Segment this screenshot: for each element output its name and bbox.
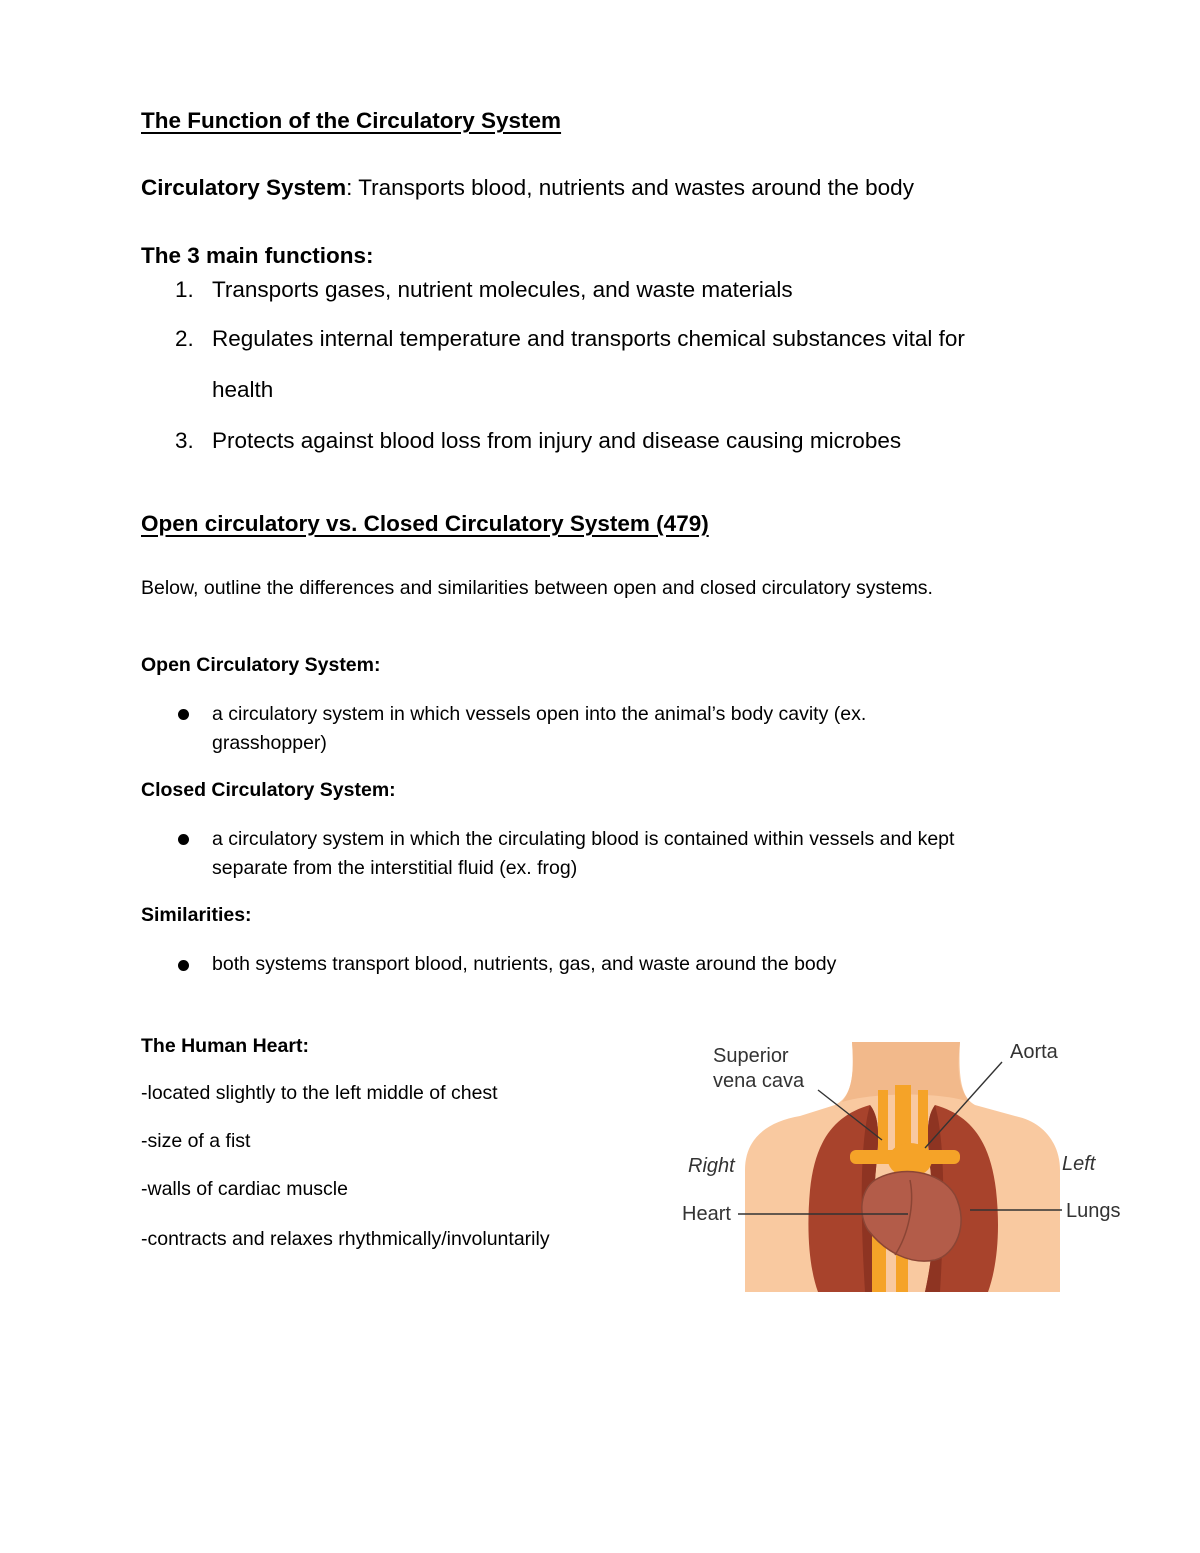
heart-fact: -walls of cardiac muscle [141, 1178, 348, 1200]
label-lungs: Lungs [1066, 1200, 1121, 1222]
open-definition-continued: grasshopper) [212, 732, 327, 754]
bullet-icon [178, 960, 189, 971]
closed-definition: a circulatory system in which the circulating blood is contained within vessels and kept [212, 828, 955, 850]
label-heart: Heart [682, 1203, 731, 1225]
definition-text: : Transports blood, nutrients and wastes around the body [346, 175, 914, 200]
bullet-icon [178, 834, 189, 845]
item-text-continued: health [212, 377, 274, 402]
closed-heading: Closed Circulatory System: [141, 779, 396, 801]
page-title: The Function of the Circulatory System [141, 108, 562, 133]
item-text: Transports gases, nutrient molecules, and waste materials [212, 277, 793, 302]
label-aorta: Aorta [1010, 1041, 1058, 1063]
open-definition: a circulatory system in which vessels open into the animal’s body cavity (ex. [212, 703, 867, 725]
item-number: 3. [175, 428, 194, 453]
vessel [878, 1090, 888, 1150]
item-text: Regulates internal temperature and transports chemical substances vital for [212, 326, 965, 351]
vessel [918, 1090, 928, 1150]
similarities-heading: Similarities: [141, 904, 252, 926]
instruction-text: Below, outline the differences and similarities between open and closed circulatory systems. [141, 577, 933, 599]
label-vena-cava: vena cava [713, 1070, 805, 1092]
heart-fact: -contracts and relaxes rhythmically/involuntarily [141, 1228, 550, 1250]
heart-fact: -size of a fist [141, 1130, 251, 1152]
definition-term: Circulatory System [141, 175, 347, 200]
bullet-icon [178, 709, 189, 720]
label-right: Right [688, 1155, 735, 1177]
heart-heading: The Human Heart: [141, 1035, 309, 1057]
section-title: Open circulatory vs. Closed Circulatory System (479) [141, 511, 709, 536]
item-number: 1. [175, 277, 194, 302]
label-superior: Superior [713, 1045, 789, 1067]
similarities-text: both systems transport blood, nutrients, gas, and waste around the body [212, 953, 837, 975]
label-left: Left [1062, 1153, 1096, 1175]
functions-heading: The 3 main functions: [141, 243, 374, 268]
item-text: Protects against blood loss from injury and disease causing microbes [212, 428, 902, 453]
heart-fact: -located slightly to the left middle of chest [141, 1082, 498, 1104]
item-number: 2. [175, 326, 194, 351]
heart-lungs-diagram [670, 1030, 1140, 1300]
definition [141, 175, 914, 201]
open-heading: Open Circulatory System: [141, 654, 381, 676]
closed-definition-continued: separate from the interstitial fluid (ex. frog) [212, 857, 578, 879]
